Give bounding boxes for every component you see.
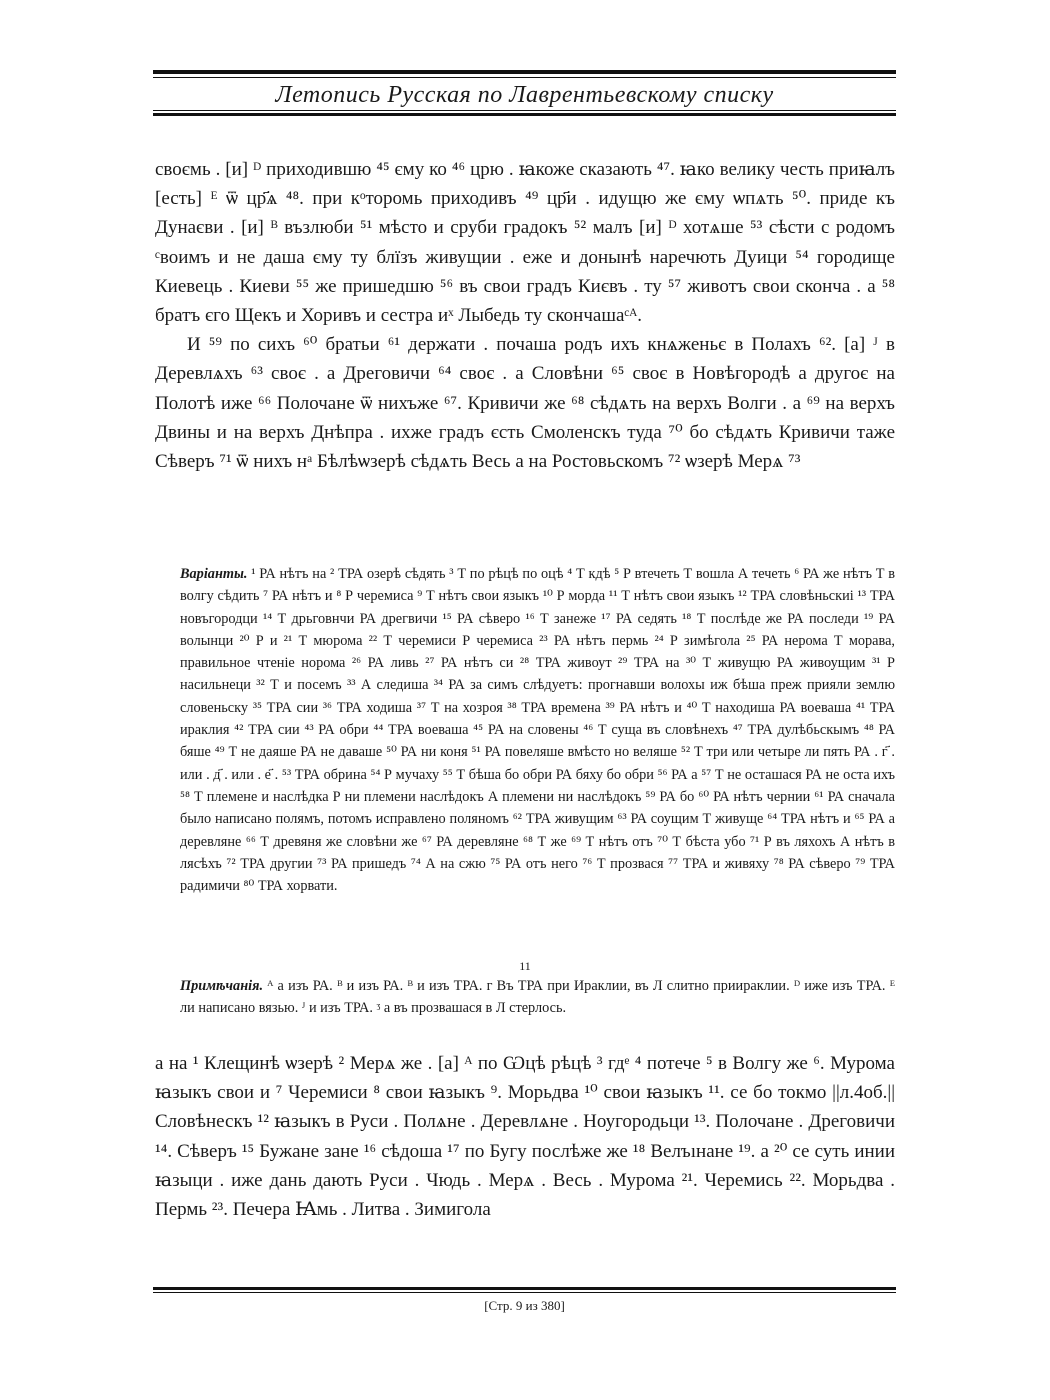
page-footer: [Стр. 9 из 380]	[484, 1298, 565, 1313]
notes-block	[180, 975, 895, 1020]
main-text-bottom	[155, 1049, 895, 1224]
header-rule-top	[153, 70, 896, 74]
header-rule-bottom	[153, 113, 896, 116]
main-paragraph-2: И ⁵⁹ по сихъ ⁶⁰ братьи ⁶¹ держати . почаша родъ ихъ кнѧженьє в Полахъ ⁶². [а] ᴶ в Деревлѧхъ ⁶³ своє . а Дреговичи ⁶⁴ своє . а Словѣни ⁶⁵ своє в Новѣгородѣ а другоє на Полотѣ иже ⁶⁶ Полочане ѿ нихъже ⁶⁷. Кривичи же ⁶⁸ сѣдѧть на верхъ Волги . а ⁶⁹ на верхъ Двины и на верхъ Днѣпра . ихже градъ єсть Смоленскъ туда ⁷⁰ бо сѣдѧть Кривичи таже Сѣверъ ⁷¹ ѿ нихъ нᵃ Бѣлѣѡзерѣ сѣдѧть Весь а на Ростовьскомъ ⁷² ѡзерѣ Мерѧ ⁷³	[155, 334, 895, 473]
footer-rule	[153, 1287, 896, 1290]
notes-text: ᴬ а изъ РА. ᴮ и изъ РА. ᴮ и изъ ТРА. ᴦ Въ ТРА при Ираклии, въ Л слитно приираклии. ᴰ иже изъ ТРА. ᴱ ли написано вязью. ᴶ и изъ ТРА. ᶾ а въ прозвашася в Л стерлось.	[180, 978, 896, 1017]
notes-paragraph	[180, 975, 895, 1020]
main-paragraph-3: а на ¹ Клещинѣ ѡзерѣ ² Мерѧ же . [а] ᴬ по Ѡцѣ рѣцѣ ³ гдᵉ ⁴ потече ⁵ в Волгу же ⁶. Мурома ꙗзыкъ свои и ⁷ Черемиси ⁸ свои ꙗзыкъ ⁹. Морьдва ¹⁰ свои ꙗзыкъ ¹¹. се бо токмо ||л.4об.|| Словѣнескъ ¹² ꙗзыкъ в Руси . Полѧне . Деревлѧне . Ноугородьци ¹³. Полочане . Дреговичи ¹⁴. Сѣверъ ¹⁵ Бужане зане ¹⁶ сѣдоша ¹⁷ по Бугу послѣже же ¹⁸ Велъıнане ¹⁹. а ²⁰ се суть инии ꙗзыци . иже дань дають Руси . Чюдь . Мерѧ . Весь . Мурома ²¹. Черемись ²². Морьдва . Пермь ²³. Печера Ꙗмь . Литва . Зимигола	[155, 1053, 895, 1221]
page-header-title: Летопись Русская по Лаврентьевскому списку	[275, 82, 774, 108]
footer-rule-thin	[153, 1292, 896, 1293]
variants-text: ¹ РА нѣтъ на ² ТРА озерѣ сѣдять ³ Т по рѣцѣ по оцѣ ⁴ Т кдѣ ⁵ Р втечеть Т вошла А течеть ⁶ РА же нѣтъ Т в волгу сѣдить ⁷ РА нѣтъ и ⁸ Р черемиса ⁹ Т нѣтъ свои языкъ ¹⁰ Р морда ¹¹ Т нѣтъ свои языкъ ¹² ТРА словѣньскиі ¹³ ТРА новъгородци ¹⁴ Т дрьговнчи РА дрегвичи ¹⁵ РА сѣверо ¹⁶ Т занеже ¹⁷ РА седять ¹⁸ Т послѣде же РА последи ¹⁹ РА волынци ²⁰ Р и ²¹ Т мюрома ²² Т черемиси Р черемиса ²³ РА нѣтъ пермь ²⁴ Р зимѣгола ²⁵ РА нерома Т морава, правильное чтеніе норома ²⁶ РА ливь ²⁷ РА нѣтъ си ²⁸ ТРА живоут ²⁹ ТРА на ³⁰ Т живущю РА живоущим ³¹ Р насильнеци ³² Т и посемъ ³³ А следиша ³⁴ РА за симъ слѣдуетъ: прогнавши волохы иж бѣша преж прияли землю словеньску ³⁵ ТРА сии ³⁶ ТРА ходиша ³⁷ Т на хозроя ³⁸ ТРА времена ³⁹ РА нѣтъ и ⁴⁰ Т находиша РА воеваша ⁴¹ ТРА ираклия ⁴² ТРА сии ⁴³ РА обри ⁴⁴ ТРА воеваша ⁴⁵ РА на словены ⁴⁶ Т суща въ словѣнехъ ⁴⁷ ТРА дулѣбьскымъ ⁴⁸ РА бяше ⁴⁹ Т не даяше РА не даваше ⁵⁰ РА ни коня ⁵¹ РА повеляше вмѣсто но веляше ⁵² Т три или четыре ли пять РА . г҃ . или . д҃ . или . е҃ . ⁵³ ТРА обрина ⁵⁴ Р мучаху ⁵⁵ Т бѣша бо обри РА бяху бо обри ⁵⁶ РА а ⁵⁷ Т не осташася РА не оста ихъ ⁵⁸ Т племене и наслѣдка Р ни племени наслѣдокъ А племени ни наслѣдокъ ⁵⁹ РА бо ⁶⁰ РА нѣтъ чернии ⁶¹ РА сначала было написано полямъ, потомъ исправлено поляномъ ⁶² ТРА живущим ⁶³ РА соущим Т живуще ⁶⁴ ТРА нѣтъ и ⁶⁵ РА а деревляне ⁶⁶ Т древяня же словѣни же ⁶⁷ РА деревляне ⁶⁸ Т же ⁶⁹ Т нѣтъ отъ ⁷⁰ Т бѣста убо ⁷¹ Р въ ляхохъ А нѣтъ в лясѣхъ ⁷² ТРА другии ⁷³ РА пришедъ ⁷⁴ А на сжю ⁷⁵ РА отъ него ⁷⁶ Т прозвася ⁷⁷ ТРА и живяху ⁷⁸ РА сѣверо ⁷⁹ ТРА радимичи ⁸⁰ ТРА хорвати.	[180, 566, 895, 895]
main-text-top	[155, 155, 895, 476]
header-rule-top-thin	[153, 77, 896, 78]
inner-page-number: 11	[519, 959, 531, 973]
header-rule-bottom-thin	[153, 110, 896, 111]
variants-block	[180, 563, 895, 897]
notes-label: Примѣчанія.	[180, 978, 264, 994]
variants-label: Варіанты.	[180, 566, 248, 582]
variants-paragraph	[180, 563, 895, 897]
main-paragraph-1: своємь . [и] ᴰ приходившю ⁴⁵ єму ко ⁴⁶ црю . ꙗкоже сказають ⁴⁷. ꙗко велику честь приꙗлъ [есть] ᴱ ѿ цр҃ѧ ⁴⁸. при кᵒторомь приходивъ ⁴⁹ цр҃и . идущю же єму ѡпѧть ⁵⁰. приде къ Дунаєви . [и] ᴮ възлюби ⁵¹ мѣсто и сруби градокъ ⁵² малъ [и] ᴰ хотѧше ⁵³ сѣсти с родомъ ᶜвоимъ и не даша єму ту блїзъ живущии . еже и донынѣ наречють Дуици ⁵⁴ городище Киевець . Киеви ⁵⁵ же пришедшю ⁵⁶ въ свои градъ Києвъ . ту ⁵⁷ животъ свои скончa . а ⁵⁸ братъ єго Щекъ и Хоривъ и сестра иˣ Лыбедь ту скончашаᶜᴬ.	[155, 159, 895, 327]
